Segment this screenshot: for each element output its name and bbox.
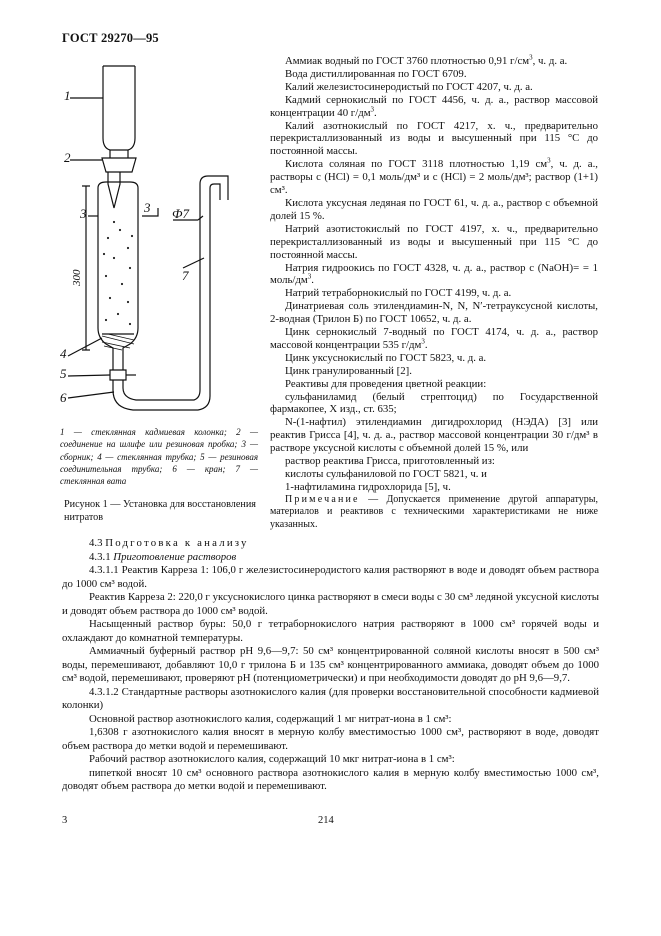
reagent-item: Калий железистосинеродистый по ГОСТ 4207, ч. д. а.	[285, 80, 533, 93]
reagent-item: Вода дистиллированная по ГОСТ 6709.	[285, 67, 467, 80]
paragraph: Насыщенный раствор буры: 50,0 г тетраборнокислого натрия растворяют в 1000 см³ горячей воды и охлаждают до комнатной температуры.	[62, 618, 599, 644]
subsection-heading: 4.3.1 Приготовление растворов	[89, 550, 237, 563]
footer-left: 3	[62, 815, 68, 826]
reagent-item: раствор реактива Грисса, приготовленный из:	[285, 455, 495, 468]
document-header: ГОСТ 29270—95	[62, 31, 159, 45]
figure-callout-1: 1	[64, 88, 71, 103]
reagent-item: 1-нафтиламина гидрохлорида [5], ч.	[285, 480, 451, 493]
reagent-item: Кислота соляная по ГОСТ 3118 плотностью 1,19 $см^3$, ч. д. а., растворы c (HCl) = 0,1 моль/дм³ и c (HCl) = 2 моль/дм³; раствор (1+1) см³.	[270, 156, 598, 197]
figure-callout-3: 3	[80, 206, 87, 221]
figure-callout-4: 4	[60, 346, 67, 361]
paragraph: Реактив Карреза 2: 220,0 г уксуснокислого цинка растворяют в смеси воды с 30 см³ ледяной уксусной кислоты и доводят объем раствора до 1000 см³ водой.	[62, 591, 599, 617]
figure-callout-7: 7	[182, 268, 189, 283]
paragraph: 1,6308 г азотнокислого калия вносят в мерную колбу вместимостью 1000 см³, растворяют в воде, доводят объем раствора до метки водой и перемешивают.	[62, 726, 599, 752]
section-heading: 4.3 Подготовка к анализу	[89, 537, 249, 549]
reagent-item: N-(1-нафтил) этилендиамин дигидрохлорид (НЭДА) [3] или реактив Грисса [4], ч. д. а., раствор массовой концентрации 30 г/дм³ в растворе уксусной кислоты с объемной долей 15 %, или	[270, 416, 598, 455]
figure-callout-5: 5	[60, 366, 67, 381]
reagent-item: Динатриевая соль этилендиамин-N, N, N′-тетрауксусной кислоты, 2-водная (Трилон Б) по ГОСТ 10652, ч. д. а.	[270, 300, 598, 326]
reagent-item: Натрия гидроокись по ГОСТ 4328, ч. д. а., раствор c (NaOH)= = 1 моль/$дм^3$.	[270, 261, 598, 287]
reagent-item: Кислота уксусная ледяная по ГОСТ 61, ч. д. а., раствор с объемной долей 15 %.	[270, 196, 598, 222]
paragraph: пипеткой вносят 10 см³ основного раствора азотнокислого калия в мерную колбу вместимостью 1000 см³, доводят объем раствора до метки водой и перемешивают.	[62, 766, 599, 792]
paragraph: Аммиачный буферный раствор pH 9,6—9,7: 50 см³ концентрированной соляной кислоты вносят в 500 см³ воды, перемешивают, добавляют 10,0 г трилона Б и 135 см³ концентрированного аммиака, доводят объем до 1000 см³ водой, перемешивают, проверяют pH (потенциометрически) и при необходимости доводят до pH 9,6—9,7.	[62, 645, 599, 684]
reagent-item: Цинк уксуснокислый по ГОСТ 5823, ч. д. а.	[285, 351, 487, 364]
figure-callout-6: 6	[60, 390, 67, 405]
reagent-item: Кадмий сернокислый по ГОСТ 4456, ч. д. а., раствор массовой концентрации 40 $г/дм^3$.	[270, 93, 598, 119]
paragraph: Основной раствор азотнокислого калия, содержащий 1 мг нитрат-иона в 1 см³:	[89, 712, 452, 725]
paragraph: 4.3.1.1 Реактив Карреза 1: 106,0 г железистосинеродистого калия растворяют в воде и доводят объем раствора до 1000 см³ водой.	[62, 564, 599, 590]
reagent-item: Цинк сернокислый 7-водный по ГОСТ 4174, ч. д. а., раствор массовой концентрации 535 $г/дм^3$.	[270, 326, 598, 351]
reagent-list	[270, 55, 598, 531]
paragraph: Рабочий раствор азотнокислого калия, содержащий 10 мкг нитрат-иона в 1 см³:	[89, 753, 455, 765]
figure-caption: Рисунок 1 — Установка для восстановления нитратов	[64, 499, 256, 523]
paragraph: 4.3.1.2 Стандартные растворы азотнокислого калия (для проверки восстановительной способности кадмиевой колонки)	[62, 685, 599, 711]
reagent-item: Реактивы для проведения цветной реакции:	[285, 377, 487, 390]
reagent-item: Цинк гранулированный [2].	[285, 364, 412, 377]
figure-callout-2: 2	[64, 150, 71, 165]
reagent-item: Калий азотнокислый по ГОСТ 4217, х. ч., предварительно перекристаллизованный из воды и высушенный при 115 °С до постоянной массы.	[270, 119, 598, 158]
section-body	[62, 537, 599, 794]
figure-callout-phi7: Ф7	[172, 206, 189, 221]
reagent-item: Натрий тетраборнокислый по ГОСТ 4199, ч. д. а.	[285, 287, 512, 300]
note	[270, 494, 598, 532]
page-number: 214	[318, 815, 334, 826]
reagent-item: Аммиак водный по ГОСТ 3760 плотностью 0,91 $г/см^3$, ч. д. а.	[285, 53, 568, 67]
reagent-item: кислоты сульфаниловой по ГОСТ 5821, ч. и	[285, 468, 487, 480]
figure-legend: 1 — стеклянная кадмиевая колонка; 2 — соединение на шлифе или резиновая пробка; 3 — сборник; 4 — стеклянная трубка; 5 — резиновая соединительная трубка; 6 — кран; 7 — стеклянная вата	[60, 427, 258, 487]
reagent-item: сульфаниламид (белый стрептоцид) по Государственной фармакопее, X изд., ст. 635;	[270, 390, 598, 416]
note-text: — Допускается применение другой аппаратуры, материалов и реактивов с техническими характеристиками не ниже указанных.	[270, 493, 598, 530]
figure-dimension-300: 300	[71, 269, 83, 286]
apparatus-figure	[58, 58, 258, 428]
note-label: Примечание	[285, 493, 360, 505]
figure-callout-3b: 3	[144, 200, 151, 215]
reagent-item: Натрий азотистокислый по ГОСТ 4197, х. ч., предварительно перекристаллизованный из воды и высушенный при 115 °С до постоянной массы.	[270, 222, 598, 261]
